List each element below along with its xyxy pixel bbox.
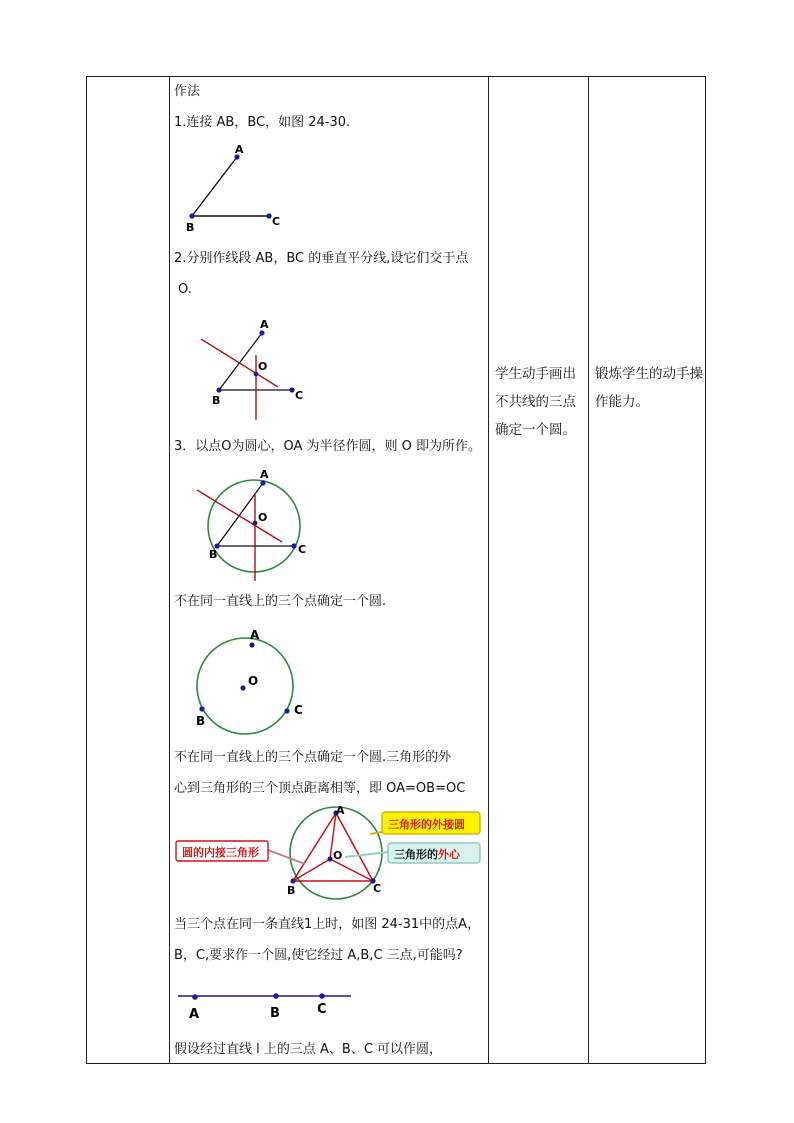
student-activity-cell: 学生动手画出不共线的三点确定一个圆。 <box>495 366 576 438</box>
label-a: A <box>260 468 269 481</box>
label-c: C <box>298 543 307 556</box>
callout-pointer-inscribed <box>268 850 305 864</box>
callout-circumcenter <box>394 847 461 861</box>
label-b: B <box>287 884 296 897</box>
point-o <box>327 856 332 861</box>
segment-ab <box>192 157 237 216</box>
point-a <box>192 994 198 1000</box>
label-a: A <box>250 628 260 642</box>
method-heading: 作法 <box>174 84 201 99</box>
label-o: O <box>258 511 268 524</box>
question-text-line-1: 当三个点在同一条直线1上时，如图 24-31中的点A， <box>174 917 481 932</box>
conclusion-text-2-line-1: 不在同一直线上的三个点确定一个圆.三角形的外 <box>174 750 452 765</box>
label-o: O <box>248 674 259 688</box>
step-2-text-line-1: 2.分别作线段 AB，BC 的垂直平分线,设它们交于点 <box>174 251 469 266</box>
point-c <box>266 213 271 218</box>
point-o <box>240 685 245 690</box>
step-1-text: 1.连接 AB，BC，如图 24-30. <box>174 115 351 130</box>
question-text-line-2: B，C,要求作一个圆,使它经过 A,B,C 三点,可能吗? <box>174 948 463 963</box>
point-b <box>216 387 221 392</box>
label-b: B <box>212 394 221 407</box>
label-c: C <box>317 1002 327 1017</box>
point-a <box>260 480 265 485</box>
callout-circumcenter-suffix: 外心 <box>438 848 460 861</box>
figure-connect-ab-bc <box>180 140 290 235</box>
point-o <box>253 521 258 526</box>
point-c <box>284 708 289 713</box>
label-c: C <box>272 215 281 228</box>
circle <box>197 638 293 734</box>
label-a: A <box>336 804 345 817</box>
circumcircle <box>208 480 300 572</box>
callout-inscribed-triangle: 圆的内接三角形 <box>182 846 259 859</box>
column-divider-1 <box>169 76 170 1064</box>
figure-circle-construction <box>192 465 317 585</box>
label-b: B <box>196 714 206 728</box>
label-b: B <box>209 548 218 561</box>
segment-ab <box>217 483 263 546</box>
callout-pointer-circumscribed <box>370 832 382 834</box>
label-b: B <box>270 1006 280 1021</box>
figure-circle-three-points <box>188 625 313 735</box>
design-intent-cell: 锻炼学生的动手操作能力。 <box>595 366 703 410</box>
point-c <box>291 543 296 548</box>
callout-circumscribed-circle: 三角形的外接圆 <box>388 818 465 831</box>
callout-circumcenter-prefix: 三角形的 <box>394 848 438 861</box>
label-b: B <box>186 221 195 234</box>
point-a <box>249 642 254 647</box>
column-divider-3 <box>588 76 589 1064</box>
point-a <box>259 330 264 335</box>
point-b <box>290 878 295 883</box>
label-a: A <box>260 318 269 331</box>
column-divider-2 <box>488 76 489 1064</box>
point-c <box>289 387 294 392</box>
step-3-text: 3．以点O为圆心，OA 为半径作圆，则 O 即为所作。 <box>174 439 482 454</box>
step-2-text-line-2: O. <box>178 282 192 297</box>
label-c: C <box>294 703 303 717</box>
figure-perpendicular-bisectors <box>195 315 315 425</box>
label-c: C <box>295 389 304 402</box>
assumption-text: 假设经过直线 l 上的三点 A、B、C 可以作圆， <box>174 1042 443 1057</box>
point-b <box>199 706 204 711</box>
conclusion-text-1: 不在同一直线上的三个点确定一个圆. <box>174 594 387 609</box>
inscribed-triangle <box>293 813 373 881</box>
label-o: O <box>333 849 343 862</box>
label-c: C <box>373 882 382 895</box>
point-b <box>273 993 279 999</box>
conclusion-text-2-line-2: 心到三角形的三个顶点距离相等，即 OA=OB=OC <box>174 781 466 796</box>
figure-collinear-points <box>175 985 360 1023</box>
point-c <box>319 993 325 999</box>
label-a: A <box>189 1007 200 1022</box>
label-a: A <box>235 143 244 156</box>
label-o: O <box>258 360 268 373</box>
point-b <box>189 213 194 218</box>
figure-circumcircle-callouts <box>170 800 488 905</box>
